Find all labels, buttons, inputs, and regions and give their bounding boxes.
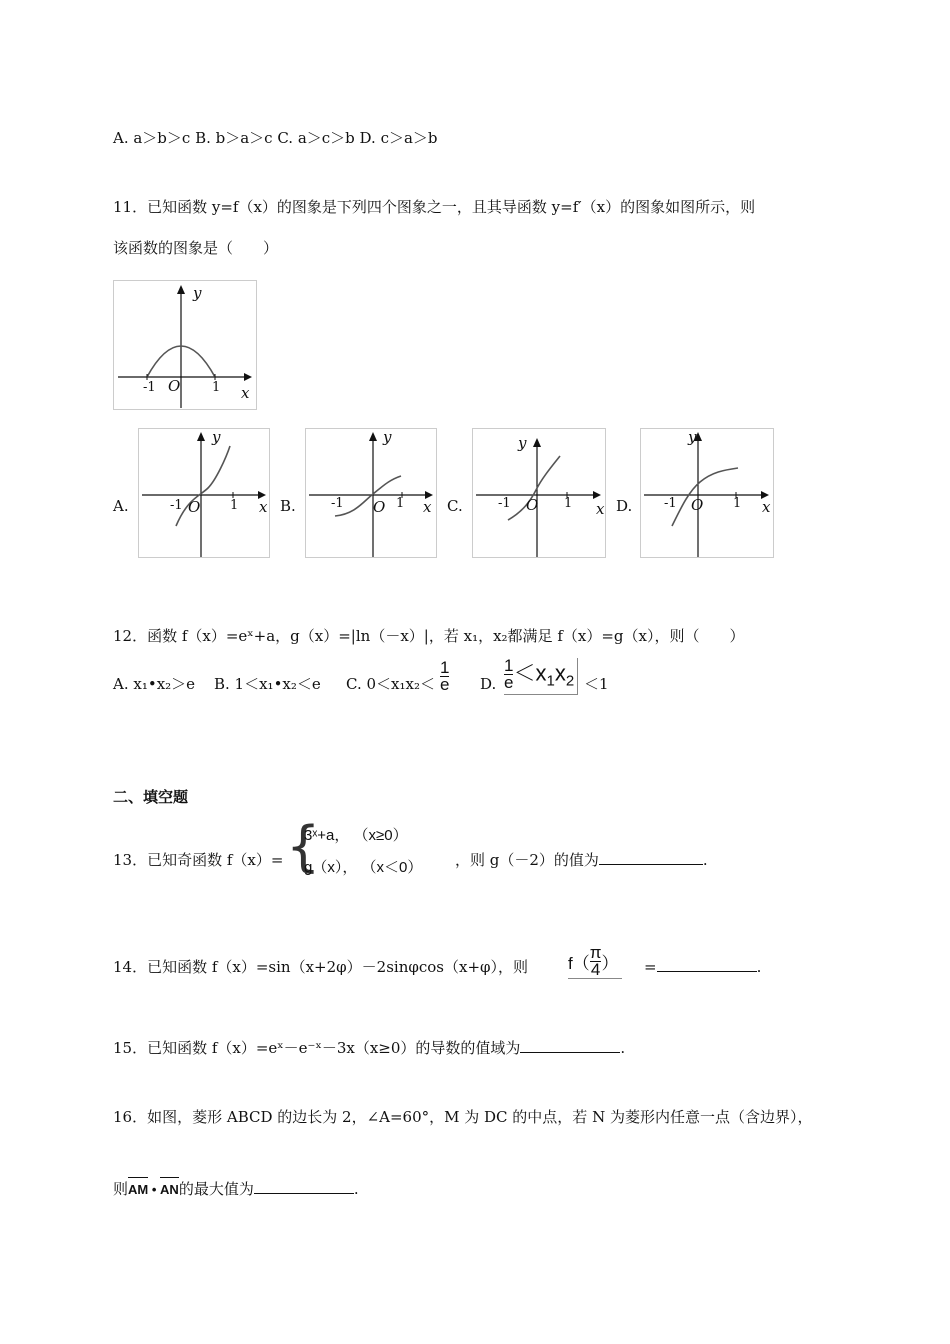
section-title: 二、填空题 <box>113 789 189 806</box>
q13-brace: { <box>286 815 321 878</box>
option-d-y-label: y <box>688 428 697 446</box>
option-a-x-label: x <box>259 498 268 516</box>
q15-answer-blank[interactable] <box>520 1038 620 1053</box>
option-b-pos1-label: 1 <box>396 496 405 511</box>
option-a-graph <box>138 428 270 558</box>
q12-option-c-fraction <box>440 660 449 693</box>
q16-stem-line2 <box>113 1176 359 1200</box>
q16-vec-an <box>160 1180 179 1200</box>
q14-close: ） <box>601 954 619 973</box>
q12-option-d-suffix: ＜1 <box>584 675 609 693</box>
main-graph-origin-label: O <box>168 377 181 395</box>
q12-c-frac-den: e <box>440 675 450 694</box>
q16-vec-am-arrow <box>128 1177 148 1178</box>
q10-options: A. a＞b＞c B. b＞a＞c C. a＞c＞b D. c＞a＞b <box>113 129 438 147</box>
q14-frac <box>590 945 602 978</box>
q13-prefix: 13．已知奇函数 f（x）= <box>113 851 284 869</box>
main-graph-neg1-label: -1 <box>143 380 156 395</box>
option-a-pos1-label: 1 <box>230 498 239 513</box>
q16-vec-an-text: AN <box>160 1182 179 1197</box>
q12-option-c <box>346 674 435 694</box>
q11-option-b-label: B. <box>280 497 296 515</box>
q12-stem: 12．函数 f（x）=eˣ+a，g（x）=|ln（－x）|，若 x₁，x₂都满足 f（x）=g（x），则（ ） <box>113 627 745 645</box>
q13-suffix <box>455 850 708 870</box>
q13-end: . <box>702 851 708 869</box>
q14-pi: π <box>589 943 602 962</box>
option-b-y-label: y <box>383 428 392 446</box>
option-a-origin-label: O <box>188 498 201 516</box>
option-c-pos1-label: 1 <box>564 496 573 511</box>
q12-d-sub2: 2 <box>565 672 575 690</box>
q16-dot: • <box>151 1182 157 1197</box>
q16-stem-line1: 16．如图，菱形 ABCD 的边长为 2，∠A=60°，M 为 DC 的中点，若 N 为菱形内任意一点（含边界）， <box>113 1108 813 1126</box>
q16-vec-an-arrow <box>160 1177 179 1178</box>
q15-text: 15．已知函数 f（x）=eˣ－e⁻ˣ－3x（x≥0）的导数的值域为 <box>113 1039 521 1057</box>
q13-suffix-text: ，则 g（－2）的值为 <box>455 851 599 869</box>
q13-case1: 3ˣ+a， （x≥0） <box>304 827 408 844</box>
option-c-y-label: y <box>518 434 527 452</box>
main-graph-pos1-label: 1 <box>212 380 221 395</box>
q14-prefix: 14．已知函数 f（x）=sin（x+2φ）－2sinφcos（x+φ），则 <box>113 958 529 976</box>
option-b-neg1-label: -1 <box>331 496 344 511</box>
q15-stem <box>113 1038 625 1058</box>
q12-d-frac-num: 1 <box>504 656 514 675</box>
q16-vec-am <box>128 1180 148 1200</box>
q11-stem-line2: 该函数的图象是（ ） <box>113 239 279 257</box>
q16-vec-am-text: AM <box>128 1182 149 1197</box>
q13-case2: g（x）， （x＜0） <box>304 859 423 876</box>
q12-d-sub1: 1 <box>546 672 555 690</box>
q14-four: 4 <box>590 960 601 979</box>
q16-suffix: 的最大值为 <box>178 1180 254 1198</box>
q13-answer-blank[interactable] <box>599 850 703 865</box>
main-graph-x-label: x <box>241 384 250 402</box>
q14-eq: = <box>644 958 657 976</box>
q16-ze: 则 <box>113 1180 129 1198</box>
option-c-neg1-label: -1 <box>498 496 511 511</box>
q11-option-a-label: A. <box>113 497 129 515</box>
option-c-x-label: x <box>596 500 605 518</box>
q14-answer <box>644 957 761 977</box>
q11-option-c-label: C. <box>447 497 463 515</box>
option-d-graph <box>640 428 774 558</box>
q12-option-a: A. x₁•x₂＞e <box>113 675 196 693</box>
q14-end: . <box>756 958 762 976</box>
q12-option-b: B. 1＜x₁•x₂＜e <box>214 675 321 693</box>
q14-f-label: f（ <box>568 954 590 973</box>
q11-option-d-label: D. <box>616 497 633 515</box>
option-b-origin-label: O <box>373 498 386 516</box>
option-d-x-label: x <box>762 498 771 516</box>
q12-d-x2: x <box>554 660 566 686</box>
option-d-pos1-label: 1 <box>733 496 742 511</box>
q12-option-d-prefix: D. <box>480 675 497 693</box>
option-a-neg1-label: -1 <box>170 498 183 513</box>
main-graph-y-label: y <box>193 284 202 302</box>
q12-option-c-prefix: C. 0＜x₁x₂＜ <box>346 675 435 693</box>
option-c-origin-label: O <box>526 496 539 514</box>
option-b-x-label: x <box>423 498 432 516</box>
q14-f-pi-over-4 <box>568 945 622 979</box>
q11-stem-line1: 11．已知函数 y=f（x）的图象是下列四个图象之一，且其导函数 y=f′（x）的图象如图所示，则 <box>113 198 756 216</box>
q16-end: . <box>353 1180 359 1198</box>
q12-d-frac-den: e <box>504 673 514 692</box>
derivative-graph <box>113 280 258 410</box>
q16-vector-expression <box>128 1176 179 1200</box>
q15-end: . <box>620 1039 626 1057</box>
option-d-origin-label: O <box>691 496 704 514</box>
option-a-y-label: y <box>212 428 221 446</box>
q12-option-d-expression <box>504 658 578 695</box>
q16-answer-blank[interactable] <box>254 1179 354 1194</box>
option-d-neg1-label: -1 <box>664 496 677 511</box>
q12-c-frac-num: 1 <box>440 658 450 677</box>
option-c-graph <box>472 428 606 558</box>
option-b-graph <box>305 428 437 558</box>
q12-d-lt-x: ＜x <box>513 660 547 686</box>
q14-answer-blank[interactable] <box>657 957 757 972</box>
